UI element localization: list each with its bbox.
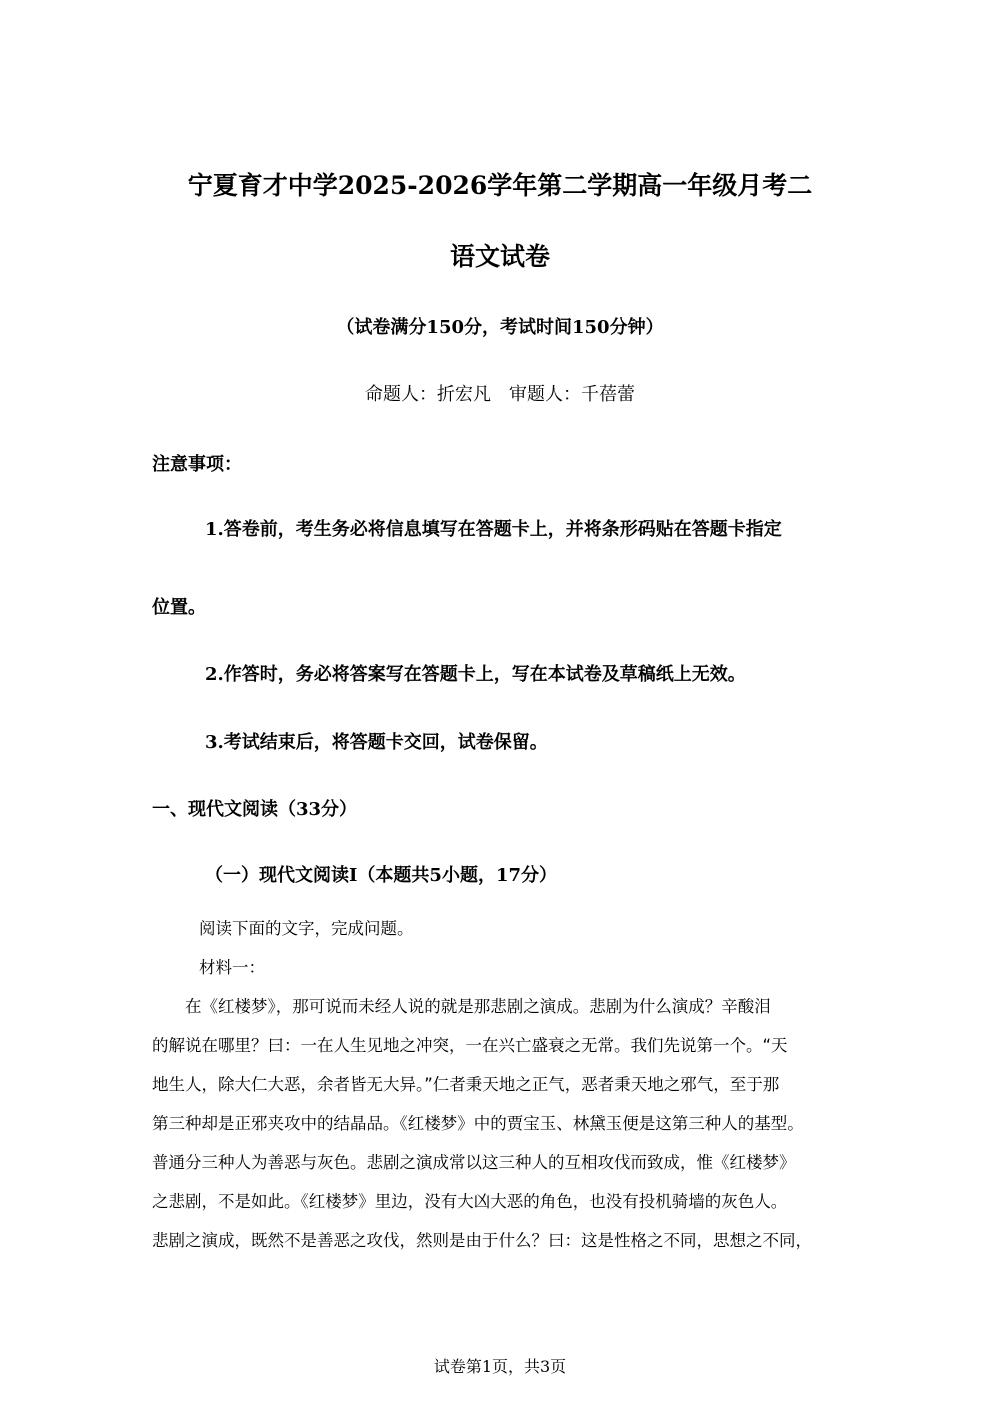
exam-title-line1: 宁夏育才中学2025-2026学年第二学期高一年级月考二 (187, 171, 813, 200)
notice-item-1: 1.答卷前，考生务必将信息填写在答题卡上，并将条形码贴在答题卡指定 (205, 519, 782, 540)
page-footer: 试卷第1页，共3页 (433, 1357, 567, 1376)
exam-title-line2: 语文试卷 (449, 242, 550, 271)
reading-instruction: 阅读下面的文字，完成问题。 (199, 919, 414, 938)
exam-subtitle: （试卷满分150分，考试时间150分钟） (336, 317, 664, 338)
passage-line: 地生人，除大仁大恶，余者皆无大异。”仁者秉天地之正气，恶者秉天地之邪气，至于那 (152, 1075, 780, 1094)
exam-authors: 命题人：折宏凡 审题人：千蓓蕾 (365, 384, 635, 405)
section-heading: 一、现代文阅读（33分） (152, 799, 358, 820)
passage-line: 第三种却是正邪夹攻中的结晶品。《红楼梦》中的贾宝玉、林黛玉便是这第三种人的基型。 (152, 1114, 804, 1133)
notice-item-2: 2.作答时，务必将答案写在答题卡上，写在本试卷及草稿纸上无效。 (205, 664, 746, 685)
notice-heading: 注意事项： (152, 454, 242, 475)
passage-line: 悲剧之演成，既然不是善恶之攻伐，然则是由于什么？曰：这是性格之不同，思想之不同， (152, 1231, 812, 1250)
notice-item-1-continued: 位置。 (152, 597, 206, 618)
passage-line: 的解说在哪里？曰：一在人生见地之冲突，一在兴亡盛衰之无常。我们先说第一个。“天 (152, 1036, 788, 1055)
passage-line: 普通分三种人为善恶与灰色。悲剧之演成常以这三种人的互相攻伐而致成，惟《红楼梦》 (152, 1153, 796, 1172)
notice-item-3: 3.考试结束后，将答题卡交回，试卷保留。 (205, 732, 548, 753)
passage-line: 之悲剧，不是如此。《红楼梦》里边，没有大凶大恶的角色，也没有投机骑墙的灰色人。 (152, 1192, 788, 1211)
material-label: 材料一： (199, 958, 265, 977)
subsection-heading: （一）现代文阅读I（本题共5小题，17分） (205, 865, 557, 886)
passage-line: 在《红楼梦》，那可说而未经人说的就是那悲剧之演成。悲剧为什么演成？辛酸泪 (152, 997, 771, 1016)
